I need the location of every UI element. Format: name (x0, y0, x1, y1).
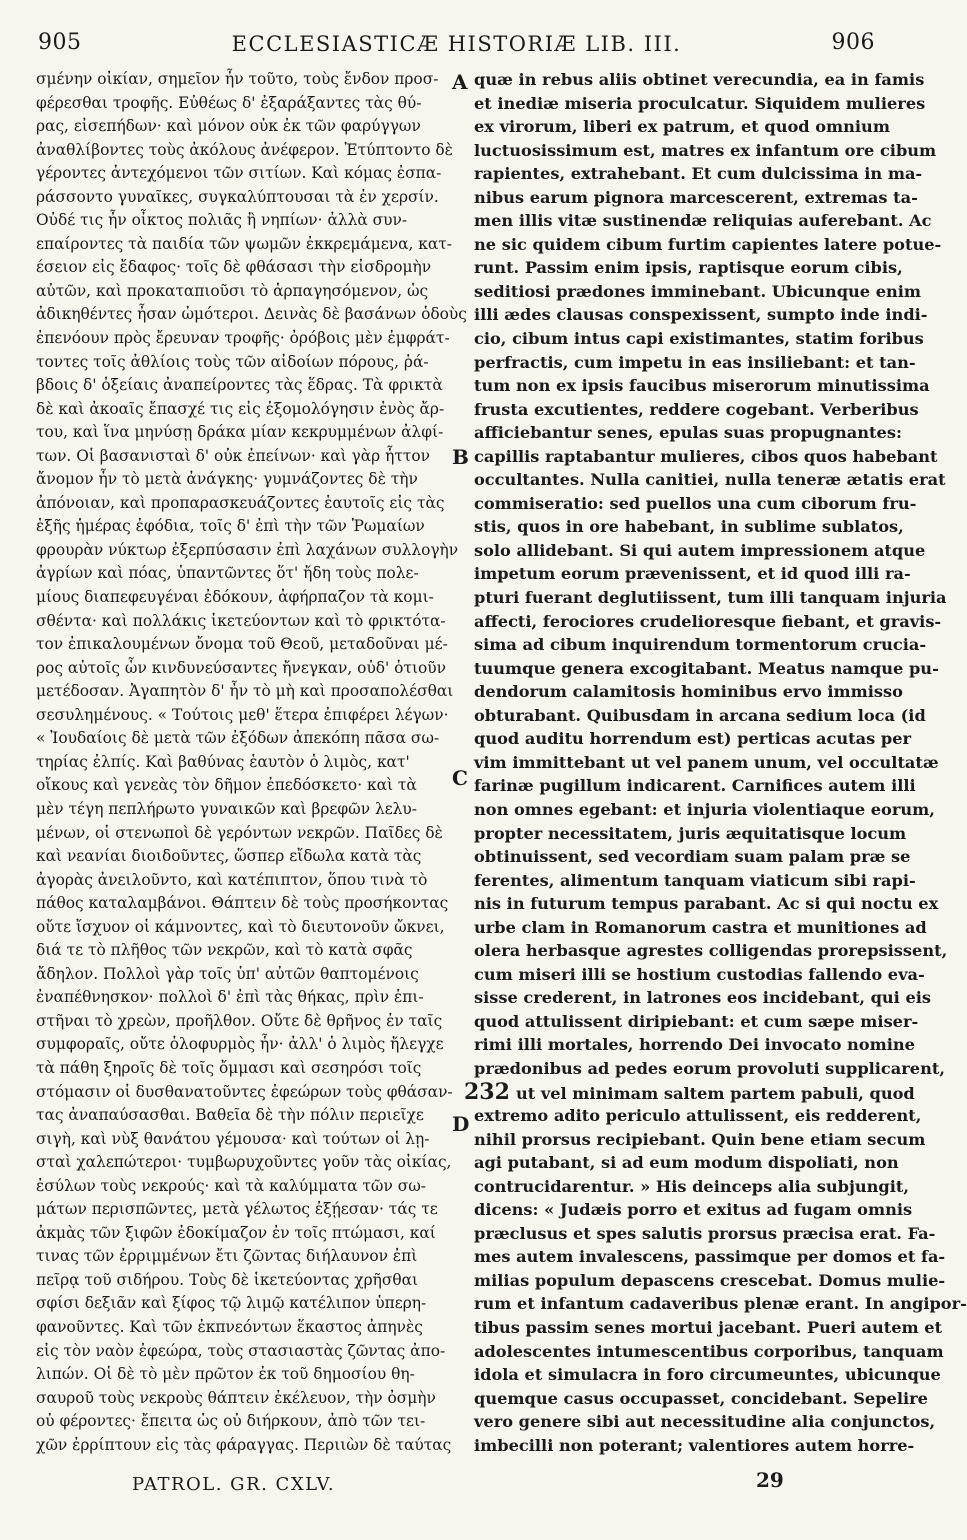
latin-line: præclusus et spes salutis prorsus præcisa erat. Fa- (474, 1223, 936, 1243)
latin-line: quod auditu horrendum est) perticas acutas per (474, 729, 912, 749)
margin-letter-a: A (452, 70, 468, 94)
greek-line: αὐτῶν, καὶ προκαταπιοῦσι τὸ ἁρπαγησόμενον, ὡς (36, 281, 429, 300)
greek-line: φέρεσθαι τροφῆς. Εὐθέως δ' ἐξαράξαντες τὰς θύ- (36, 93, 422, 112)
latin-line: mes autem invalescens, passimque per domos et fa- (474, 1247, 946, 1267)
greek-line: σταὶ χαλεπώτεροι· τυμβωρυχοῦντες γοῦν τὰς οἰκίας, (36, 1153, 452, 1172)
greek-line: « Ἰουδαίοις δὲ μετὰ τῶν ἐξόδων ἀπεκόπη πᾶσα σω- (36, 729, 440, 748)
greek-line: ρος αὐτοῖς ὧν κινδυνεύσαντες ἤνεγκαν, οὐδ' ὁτιοῦν (36, 658, 446, 677)
latin-line: dendorum calamitosis hominibus ervo immisso (474, 682, 903, 702)
latin-line: propter necessitatem, juris æquitatisque locum (474, 823, 907, 843)
latin-line: quemque casus occupasset, concidebant. Sepelire (474, 1388, 928, 1408)
margin-letter-c: C (452, 766, 468, 790)
greek-line: ἀπόνοιαν, καὶ προπαρασκευάζοντες ἑαυτοῖς εἰς τὰς (36, 493, 445, 512)
latin-line: non omnes egebant: et injuria violentiaque eorum, (474, 799, 935, 819)
greek-line: μάτων περισπῶντες, μετὰ γέλωτος ἐξῄεσαν· τάς τε (36, 1200, 438, 1219)
latin-line: ex virorum, liberi ex patrum, et quod omnium (474, 117, 890, 137)
greek-line: επαίροντες τὰ παιδία τῶν ψωμῶν ἐκκρεμάμενα, κατ- (36, 234, 452, 253)
latin-line: sisse crederent, in latrones eos incidebant, qui eis (474, 988, 932, 1008)
latin-line (464, 1078, 915, 1105)
greek-line: πεῖρᾳ τοῦ σιδήρου. Τοὺς δὲ ἱκετεύοντας χρῆσθαι (36, 1270, 419, 1289)
latin-line: extremo adito periculo attulissent, eis redderent, (474, 1106, 922, 1126)
latin-line: vero genere sibi aut necessitudine alia conjunctos, (474, 1412, 936, 1432)
latin-line: capillis raptabantur mulieres, cibos quos habebant (474, 446, 938, 466)
greek-line: σεσυλημένους. « Τούτοις μεθ' ἕτερα ἐπιφέρει λέγων· (36, 705, 449, 724)
latin-line: runt. Passim enim ipsis, raptisque eorum cibis, (474, 258, 903, 278)
latin-line: ne sic quidem cibum furtim capientes latere potue- (474, 234, 942, 254)
latin-line: men illis vitæ sustinendæ reliquias auferebant. Ac (474, 211, 932, 231)
greek-line: ἀναθλίβοντες τοὺς ἀκόλους ἀνέφερον. Ἐτύπτοντο δὲ (36, 140, 453, 159)
latin-line: impetum eorum prævenissent, et id quod illi ra- (474, 564, 911, 584)
right-page-number: 906 (831, 30, 875, 55)
latin-line: milias populum depascens crescebat. Domus mulie- (474, 1270, 946, 1290)
left-page-number: 905 (38, 30, 82, 55)
latin-line: luctuosissimum est, matres ex infantum ore cibum (474, 140, 937, 160)
greek-line: γέροντες ἀντεχόμενοι τῶν σιτίων. Καὶ κόμας ἐσπα- (36, 164, 442, 183)
greek-line: τινας τῶν ἐρριμμένων ἔτι ζῶντας διήλαυνον ἐπὶ (36, 1247, 418, 1266)
latin-line: affecti, ferociores crudelioresque fiebant, et gravis- (474, 611, 942, 631)
latin-line: idola et simulacra in foro circumeuntes, ubicunque (474, 1365, 941, 1385)
greek-line: εἰς τὸν ναὸν ἐφεώρα, τοὺς στασιαστὰς ζῶντας ἀπο- (36, 1341, 446, 1360)
latin-line: contrucidarentur. » His deinceps alia subjungit, (474, 1176, 909, 1196)
greek-line: έσειον εἰς ἔδαφος· τοῖς δὲ φθάσασι τὴν εἰσδρομὴν (36, 258, 432, 277)
greek-line: συμφοραῖς, οὔτε ὀλοφυρμὸς ἦν· ἀλλ' ὁ λιμὸς ἤλεγχε (36, 1035, 444, 1054)
latin-line: cum miseri illi se hostium custodias fallendo eva- (474, 964, 925, 984)
patrologia-volume: PATROL. GR. CXLV. (132, 1474, 336, 1495)
latin-column (464, 68, 967, 1457)
latin-line: vim immittebant ut vel panem unum, vel occultatæ (474, 752, 939, 772)
greek-line: οὐ φέροντες· ἔπειτα ὡς οὐ διήρκουν, ἀπὸ τῶν τει- (36, 1412, 426, 1431)
latin-line: perfractis, cum impetu in eas insiliebant: et tan- (474, 352, 916, 372)
greek-line: διά τε τὸ πλῆθος τῶν νεκρῶν, καὶ τὸ κατὰ σφᾶς (36, 941, 413, 960)
latin-line: farinæ pugillum indicarent. Carnifices autem illi (474, 776, 916, 796)
latin-line: dicens: « Judæis porro et exitus ad fugam omnis (474, 1200, 913, 1220)
greek-line: στόμασιν οἱ δυσθανατοῦντες ἐφεώρων τοὺς φθάσαν- (36, 1082, 453, 1101)
latin-line: sima ad cibum inquirendum tormentorum crucia- (474, 635, 927, 655)
latin-line: nis in futurum tempus parabant. Ac si qui noctu ex (474, 894, 939, 914)
latin-line: agi putabant, si ad eum modum dispoliati, non (474, 1153, 899, 1173)
greek-column (36, 68, 467, 1457)
latin-line: olera herbasque agrestes colligendas prorepsissent, (474, 941, 948, 961)
greek-line: σιγὴ, καὶ νὺξ θανάτου γέμουσα· καὶ τούτων οἱ λῃ- (36, 1129, 430, 1148)
latin-line: adolescentes intumescentibus corporibus, tanquam (474, 1341, 944, 1361)
latin-line: rum et infantum cadaveribus plenæ erant. In angipor- (474, 1294, 967, 1314)
greek-line: βδοις δ' ὀξείαις ἀναπείροντες τὰς ἕδρας. Τὰ φρικτὰ (36, 376, 443, 395)
running-head: ECCLESIASTICÆ HISTORIÆ LIB. III. (231, 32, 682, 56)
greek-line: μένων, οἱ στενωποὶ δὲ γερόντων νεκρῶν. Παῖδες δὲ (36, 823, 443, 842)
greek-line: λιπών. Οἱ δὲ τὸ μὲν πρῶτον ἐκ τοῦ δημοσίου θη- (36, 1365, 415, 1384)
latin-line: nihil prorsus recipiebant. Quin bene etiam secum (474, 1129, 926, 1149)
greek-line: στῆναι τὸ χρεὼν, προῆλθον. Οὔτε δὲ θρῆνος ἐν ταῖς (36, 1011, 443, 1030)
greek-line: μίους διαπεφευγέναι ἐδόκουν, ἀφήρπαζον τὰ κομι- (36, 588, 434, 607)
latin-line: occultantes. Nulla canitiei, nulla teneræ ætatis erat (474, 470, 946, 490)
greek-line: ἄνομον ἦν τὸ μετὰ ἀνάγκης· γυμνάζοντες δὲ τὴν (36, 470, 418, 489)
greek-line: τοντες τοῖς ἀθλίοις τοὺς τῶν αἰδοίων πόρους, ῥά- (36, 352, 429, 371)
latin-line: tum non ex ipsis faucibus miserorum minutissima (474, 376, 930, 396)
latin-line: illi ædes clausas conspexissent, sumpto inde indi- (474, 305, 928, 325)
greek-line: πάθος καταλαμβάνοι. Θάπτειν δὲ τοὺς προσήκοντας (36, 894, 449, 913)
latin-line: frusta excutientes, reddere cogebant. Verberibus (474, 399, 919, 419)
greek-line: σαυροῦ τοὺς νεκροὺς θάπτειν ἐκέλευον, τὴν ὀσμὴν (36, 1388, 436, 1407)
latin-line: rimi illi mortales, horrendo Dei invocato nomine (474, 1035, 915, 1055)
greek-line: ἄδηλον. Πολλοὶ γὰρ τοῖς ὑπ' αὐτῶν θαπτομένοις (36, 964, 419, 983)
margin-letter-b: B (452, 445, 469, 469)
latin-line: afficiebantur senes, epulas suas propugnantes: (474, 423, 902, 443)
greek-line: καὶ νεανίαι διοιδοῦντες, ὥσπερ εἴδωλα κατὰ τὰς (36, 847, 422, 866)
greek-line: τας ἀναπαύσασθαι. Βαθεῖα δὲ τὴν πόλιν περιεῖχε (36, 1106, 424, 1125)
latin-line: obturabant. Quibusdam in arcana sedium loca (id (474, 705, 926, 725)
latin-line: quæ in rebus aliis obtinet verecundia, ea in famis (474, 70, 925, 89)
latin-line: obtinuissent, sed vecordiam suam palam præ se (474, 847, 911, 867)
greek-line: φρουρὰν νύκτωρ ἐξερπύσασιν ἐπὶ λαχάνων συλλογὴν (36, 540, 459, 559)
latin-line-text: ut vel minimam saltem partem pabuli, quod (515, 1083, 915, 1103)
latin-line: quod attulissent diripiebant: et cum sæpe miser- (474, 1011, 919, 1031)
greek-line: σμένην οἰκίαν, σημεῖον ἦν τοῦτο, τοὺς ἔνδον προσ- (36, 70, 439, 88)
latin-line: imbecilli non poterant; valentiores autem horre- (474, 1435, 915, 1455)
page-footer (0, 1468, 913, 1504)
greek-line: των. Οἱ βασανισταὶ δ' οὐκ ἐπείνων· καὶ γὰρ ἧττον (36, 446, 430, 465)
column-number: 232 (464, 1078, 510, 1105)
greek-line: δὲ καὶ ἀκοαῖς ἔπασχέ τις εἰς ἐξομολόγησιν ἑνὸς ἄρ- (36, 399, 445, 418)
greek-line: μετέδοσαν. Ἀγαπητὸν δ' ἦν τὸ μὴ καὶ προσαπολέσθαι (36, 682, 454, 701)
greek-line: ρας, εἰσεπήδων· καὶ μόνον οὐκ ἐκ τῶν φαρύγγων (36, 117, 421, 136)
greek-line: τηρίας ἐλπίς. Καὶ βαθύνας ἑαυτὸν ὁ λιμὸς, κατ' (36, 752, 410, 771)
greek-line: σθέντα· καὶ πολλάκις ἱκετεύοντων καὶ τὸ φρικτότα- (36, 611, 446, 630)
greek-line: οὔτε ἴσχυον οἱ κάμνοντες, καὶ τὸ διευτονοῦν ὤκνει, (36, 917, 445, 936)
greek-line: ἐπενόουν πρὸς ἔρευναν τροφῆς· ὀρόβοις μὲν ἐμφράτ- (36, 329, 450, 348)
greek-line: οἴκους καὶ γενεὰς τὸν δῆμον ἐπεδόσκετο· καὶ τὰ (36, 776, 417, 795)
latin-line: pturi fuerant deglutiissent, tum illi tanquam injuria (474, 588, 947, 608)
greek-line: ἀδικηθέντες ἦσαν ὠμότεροι. Δεινὰς δὲ βασάνων ὁδοὺς (36, 305, 467, 324)
latin-line: tibus passim senes mortui jacebant. Pueri autem et (474, 1317, 943, 1337)
greek-line: τὰ πάθη ξηροῖς δὲ τοῖς ὄμμασι καὶ σεσηρόσι τοῖς (36, 1058, 422, 1077)
latin-line: cio, cibum intus capi existimantes, statim foribus (474, 329, 924, 349)
latin-line: commiseratio: sed puellos una cum ciborum fru- (474, 493, 917, 513)
latin-line: stis, quos in ore habebant, in sublime sublatos, (474, 517, 904, 537)
greek-line: σφίσι δεξιᾶν καὶ ξίφος τῷ λιμῷ κατέλιπον ὑπερη- (36, 1294, 427, 1313)
latin-line: rapientes, extrahebant. Et cum dulcissima in ma- (474, 164, 923, 184)
latin-line: solo allidebant. Si qui autem impressionem atque (474, 540, 926, 560)
greek-line: μὲν τέγη πεπλήρωτο γυναικῶν καὶ βρεφῶν λελυ- (36, 799, 417, 818)
latin-line: seditiosi prædones imminebant. Ubicunque enim (474, 281, 922, 301)
greek-line: χῶν ἐρρίπτουν εἰς τὰς φάραγγας. Περιιὼν δὲ ταύτας (36, 1435, 452, 1454)
greek-line: ἑξῆς ἡμέρας ἐφόδια, τοῖς δ' ἐπὶ τὴν τῶν Ῥωμαίων (36, 517, 425, 536)
greek-line: ἀκμὰς τῶν ξιφῶν ἐδοκίμαζον ἐν τοῖς πτώμασι, καί (36, 1223, 436, 1242)
greek-line: ράσσοντο γυναῖκες, συγκαλύπτουσαι τὰ ἐν χερσίν. (36, 187, 439, 206)
page-header (0, 30, 913, 64)
margin-letter-d: D (452, 1112, 470, 1136)
latin-line: nibus earum pignora marcescerent, extremas ta- (474, 187, 918, 207)
latin-line: prædonibus ad pedes eorum provoluti supplicarent, (474, 1058, 945, 1078)
greek-line: ἀγρίων καὶ πόας, ὑπαντῶντες ὅτ' ἤδη τοὺς πολε- (36, 564, 419, 583)
latin-line: et inediæ miseria proculcatur. Siquidem mulieres (474, 93, 926, 113)
greek-line: του, καὶ ἵνα μηνύσῃ δράκα μίαν κεκρυμμένων ἀλφί- (36, 423, 444, 442)
latin-line: urbe clam in Romanorum castra et munitiones ad (474, 917, 927, 937)
greek-line: ἀγορὰς ἀνειλοῦντο, καὶ κατέπιπτον, ὅπου τινὰ τὸ (36, 870, 428, 889)
greek-line: ἐναπέθνησκον· πολλοὶ δ' ἐπὶ τὰς θήκας, πρὶν ἐπι- (36, 988, 424, 1007)
greek-line: ἐσύλων τοὺς νεκρούς· καὶ τὰ καλύμματα τῶν σω- (36, 1176, 426, 1195)
greek-line: Οὐδέ τις ἦν οἶκτος πολιᾶς ἢ νηπίων· ἀλλὰ συν- (36, 211, 408, 230)
greek-line: φανοῦντες. Καὶ τῶν ἐκπνεόντων ἕκαστος ἀπηνὲς (36, 1317, 423, 1336)
latin-line: ferentes, alimentum tanquam viaticum sibi rapi- (474, 870, 916, 890)
latin-line: tuumque genera excogitabant. Meatus namque pu- (474, 658, 939, 678)
greek-line: τον ἐπικαλουμένων ὄνομα τοῦ Θεοῦ, μεταδοῦναι μέ- (36, 635, 448, 654)
signature-mark: 29 (756, 1468, 784, 1492)
